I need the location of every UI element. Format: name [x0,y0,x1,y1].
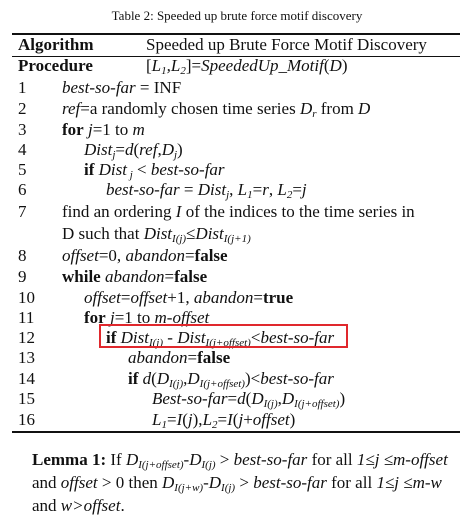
code-line-3: for j=1 to m [62,120,145,139]
code-line-5: if Dist $_j$ < best-so-far [84,160,225,181]
line-number: 14 [18,369,35,388]
code-line-15: Best-$so-far=d(D_{I(j)},D_{I(j+offset)})$ [152,389,346,410]
line-number: 6 [18,180,27,199]
code-line-12: if Dist$_{I(j)}$ - Dist$_{I(j+offset)}$<best-so-far [106,328,335,349]
code-line-10: offset=offset+1, abandon=true [84,288,294,307]
header-algorithm: Algorithm [18,35,94,54]
line-number: 9 [18,267,27,286]
line-number: 2 [18,99,27,118]
code-line-7b: D such that Dist$_{I(j)}$≤Dist$_{I(j+1)}$ [62,224,251,245]
procedure-signature: $[L_1,L_2]=SpeededUp\_Motif(D)$ [146,56,348,77]
line-number: 10 [18,288,35,307]
line-number: 8 [18,246,27,265]
code-line-13: abandon=false [128,348,231,367]
code-line-4: $Dist_j=d(ref,D_j)$ [84,140,183,161]
code-line-11: for j=1 to m-offset [84,308,210,327]
code-line-2: ref=a randomly chosen time series $D_r$ from D [62,99,371,120]
line-number: 4 [18,140,27,159]
line-number: 15 [18,389,35,408]
code-line-7a: find an ordering I of the indices to the time series in [62,202,415,221]
line-number: 3 [18,120,27,139]
lemma-1: Lemma 1: If $D_{I(j+offset)}-D_{I(j)}$ > best-so-far for all 1≤j ≤m-offset and offset > 0 then $D_{I(j+w)}-D_{I(j)}$ > best-so-far for all 1≤j ≤m-w and w>offset. [32,450,448,515]
code-line-14: if $d(D_{I(j)},D_{I(j+offset)})<best-so$-far [128,369,334,390]
bottom-rule [12,431,460,433]
table-caption: Table 2: Speeded up brute force motif discovery [111,8,363,23]
line-number: 16 [18,410,35,429]
code-line-6: best-so-far = Dist$_j$, $L_1=r$, $L_2=j$ [106,180,307,201]
line-number: 13 [18,348,35,367]
code-line-16: $L_1=I(j),L_2=I(j+offset)$ [152,410,296,431]
line-number: 7 [18,202,27,221]
procedure-label: Procedure [18,56,93,75]
header-title: Speeded up Brute Force Motif Discovery [146,35,427,54]
line-number: 1 [18,78,27,97]
line-number: 5 [18,160,27,179]
line-number: 12 [18,328,35,347]
line-number: 11 [18,308,35,327]
code-line-8: offset=0, abandon=false [62,246,228,265]
code-line-9: while abandon=false [62,267,208,286]
code-line-1: best-so-far = INF [62,78,182,97]
highlight-box [99,324,348,348]
